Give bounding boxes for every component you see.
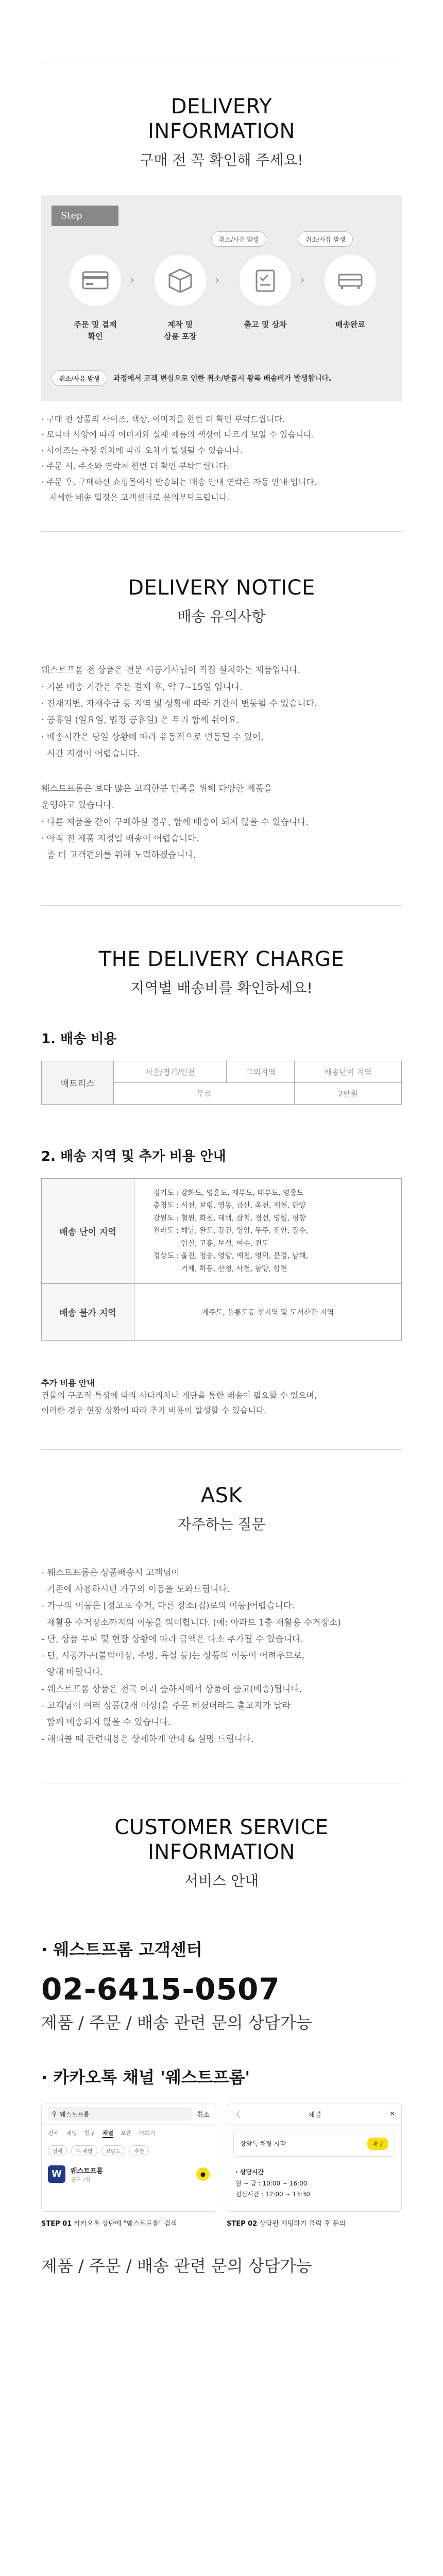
note-line: · 사이즈는 측정 위치에 따라 오차가 발생될 수 있습니다. <box>41 445 243 455</box>
fee-section <box>0 1028 443 1105</box>
kakao-search-text: 웨스트프롬 <box>59 2110 90 2118</box>
kakao-tab[interactable]: 오픈 <box>121 2129 132 2137</box>
kakao-hours <box>227 2163 401 2205</box>
region-list: 울진, 청송, 영양, 예천, 영덕, 문경, 남해, <box>181 1252 309 1261</box>
kakao-channel-title: 채널 <box>308 2111 321 2119</box>
kakao-tab[interactable]: 더보기 <box>139 2129 156 2137</box>
cancel-note-text: 과정에서 고객 변심으로 인한 취소/반품시 왕복 배송비가 발생합니다. <box>113 375 332 383</box>
notice-line: · 기본 배송 기간은 주문 결제 후, 약 7~15일 입니다. <box>41 682 243 692</box>
kakao-chip[interactable]: 추천 <box>129 2145 148 2156</box>
fee-value-free: 무료 <box>114 1082 295 1104</box>
extra-cost-title: 추가 비용 안내 <box>41 1378 95 1388</box>
hours-line: 점심시간 : 12:00 ~ 13:30 <box>235 2191 310 2198</box>
notice-line: 좀 더 고객편의를 위해 노력하겠습니다. <box>41 850 196 861</box>
area-line <box>148 1238 401 1250</box>
cs-kakao <box>0 2064 443 2088</box>
region-label: 경기도 : <box>153 1189 179 1197</box>
close-icon[interactable]: ✕ <box>389 2110 395 2118</box>
notice-line: 운영하고 있습니다. <box>41 800 115 811</box>
kakao-channel-name: 웨스트프롬 <box>71 2167 103 2175</box>
kakao-cancel-button[interactable]: 취소 <box>196 2111 210 2119</box>
back-icon[interactable]: 〈 <box>233 2111 241 2119</box>
cancel-pill-3: 취소/사유 발생 <box>52 370 107 386</box>
fee-heading: 1. 배송 비용 <box>41 1031 117 1047</box>
faq-line: - 해피콜 때 관련내용은 상세하게 안내 & 설명 드립니다. <box>41 1734 254 1744</box>
area-heading: 2. 배송 지역 및 추가 비용 안내 <box>41 1148 226 1164</box>
delivery-info-title-1: DELIVERY <box>171 95 272 118</box>
notice-line: 웨스트프롬 전 상품은 전문 시공기사님이 직접 설치하는 제품입니다. <box>41 665 301 676</box>
kakao-channel-row[interactable] <box>42 2159 216 2189</box>
kakao-search-shot <box>41 2104 216 2212</box>
extra-cost-line: 건물의 구조적 특성에 따라 사다리차나 계단을 통한 배송이 필요할 수 있으며, <box>41 1391 317 1401</box>
fee-row-head: 매트리스 <box>42 1061 114 1104</box>
arrow-right-icon: › <box>215 273 220 287</box>
chat-start-button[interactable]: 채팅 <box>367 2138 388 2150</box>
cs-center-heading: · 웨스트프롬 고객센터 <box>41 1939 202 1959</box>
step1-caption <box>41 2218 177 2228</box>
kakao-tab[interactable]: 전체 <box>48 2129 59 2137</box>
area-line <box>148 1263 401 1276</box>
delivery-charge-subtitle: 지역별 배송비를 확인하세요! <box>130 979 313 996</box>
faq-line: 함께 배송되지 않을 수 있습니다. <box>41 1717 171 1728</box>
cs-center <box>0 1937 443 2033</box>
fee-col-head: 서울/경기/인천 <box>114 1061 227 1082</box>
step-label: Step <box>52 206 118 226</box>
kakao-chips <box>42 2142 216 2159</box>
delivery-charge-title-block <box>0 947 443 997</box>
region-label: 전라도 : <box>153 1227 179 1235</box>
card-icon <box>70 255 121 306</box>
cs-title-1: CUSTOMER SERVICE <box>114 1815 329 1839</box>
notice-line: · 공휴일 (일요일, 법정 공휴일) 은 무리 함께 쉬어요. <box>41 715 240 726</box>
faq-line: - 웨스트프롬은 상품배송시 고객님이 <box>41 1567 180 1578</box>
cancel-note <box>52 370 331 386</box>
hard-area-list <box>134 1178 402 1284</box>
note-line: · 주문 후, 구매하신 쇼핑몰에서 발송되는 배송 안내 연락은 자동 안내 입니다. <box>41 477 317 487</box>
step-1-line-1: 주문 및 결제 <box>74 320 117 329</box>
faq-line: - 가구의 이동은 [정고로 수거, 다른 장소(집)로의 이동]어렵습니다. <box>41 1601 295 1612</box>
delivery-charge-title: THE DELIVERY CHARGE <box>98 947 345 971</box>
delivery-info-title-2: INFORMATION <box>148 120 295 143</box>
westfrom-logo-icon: W <box>48 2165 65 2183</box>
cs-subtitle: 서비스 안내 <box>184 1872 259 1889</box>
kakao-chat-icon[interactable]: ● <box>196 2167 210 2181</box>
area-section <box>0 1146 443 1341</box>
kakao-tab[interactable]: 친구 <box>84 2129 95 2137</box>
step-2-line-1: 제작 및 <box>167 320 193 329</box>
arrow-right-icon: › <box>300 273 305 287</box>
faq-line: 양해 바랍니다. <box>41 1667 104 1678</box>
delivery-notice-para-2 <box>0 781 443 863</box>
step-name-4 <box>314 319 386 331</box>
notice-line: · 다른 제품을 같이 구매하실 경우, 함께 배송이 되지 않을 수 있습니다. <box>41 817 309 827</box>
ask-title-block <box>0 1483 443 1534</box>
extra-cost-section <box>0 1377 443 1418</box>
area-line <box>148 1187 401 1200</box>
faq-line: - 단, 상품 부피 및 현장 상황에 따라 금액은 다소 추가될 수 있습니다. <box>41 1634 303 1645</box>
ask-list <box>0 1565 443 1748</box>
region-list: 거제, 하동, 산청, 사천, 함양, 합천 <box>181 1264 287 1273</box>
kakao-chip[interactable]: 브랜드 <box>101 2145 126 2156</box>
step2-text: 상담원 채팅하기 클릭 후 문의 <box>259 2219 346 2228</box>
cs-kakao-desc: 제품 / 주문 / 배송 관련 문의 상담가능 <box>41 2256 312 2276</box>
delivery-notice-title-block <box>0 575 443 626</box>
ask-title: ASK <box>200 1483 243 1507</box>
faq-line: - 웨스트프롬 상품은 전국 어려 출하지에서 상품이 출고(배송)됩니다. <box>41 1684 302 1694</box>
faq-line: - 고객님이 여러 상품(2개 이상)을 주문 하셨더라도 출고지가 달라 <box>41 1701 291 1711</box>
notice-line: · 전재지변, 자재수급 등 지역 및 상황에 따라 기간이 변동될 수 있습니다. <box>41 698 317 709</box>
step2-label: STEP 02 <box>227 2219 258 2228</box>
faq-line: 기존에 사용하시던 가구의 이동을 도와드립니다. <box>41 1584 230 1595</box>
kakao-tabs <box>42 2125 216 2142</box>
note-line: · 구매 전 상품의 사이즈, 색상, 이미지를 한번 더 확인 부탁드립니다. <box>41 414 285 424</box>
area-table <box>41 1178 402 1341</box>
delivery-info-subtitle: 구매 전 꼭 확인해 주세요! <box>140 151 303 168</box>
kakao-chat-card <box>233 2131 395 2157</box>
kakao-tab[interactable]: 채팅 <box>66 2129 77 2137</box>
step-1-line-2: 확인 <box>88 331 103 341</box>
arrow-right-icon: › <box>130 273 135 287</box>
ask-subtitle: 자주하는 질문 <box>177 1515 266 1533</box>
note-line: · 주문 시, 주소와 연락처 한번 더 확인 부탁드립니다. <box>41 461 230 471</box>
fee-table <box>41 1061 402 1105</box>
search-icon: ⚲ <box>52 2110 57 2118</box>
faq-line: 재활용 수거장소까지의 이동을 의미합니다. (예: 아파트 1층 재활용 수거장소) <box>41 1617 341 1628</box>
faq-line: - 단, 시공가구(붙박이장, 주방, 욕실 등)는 상품의 이동이 어려우므로, <box>41 1651 305 1662</box>
area-line <box>148 1250 401 1263</box>
no-area-text: 제주도, 울릉도등 섬지역 및 도서산간 지역 <box>134 1284 402 1341</box>
box-icon <box>155 255 206 306</box>
extra-cost-line: 이러한 경우 현장 상황에 따라 추가 비용이 발생할 수 있습니다. <box>41 1405 267 1415</box>
fee-value-hard-area: 2만원 <box>295 1082 402 1104</box>
notice-line: 시간 지정이 어렵습니다. <box>41 748 140 759</box>
delivery-info-title-block <box>0 94 443 170</box>
area-line <box>148 1225 401 1238</box>
hours-line: 월 ~ 금 : 10:00 ~ 16:00 <box>235 2179 308 2187</box>
step-name-3 <box>229 319 301 331</box>
delivery-notice-title: DELIVERY NOTICE <box>128 576 315 600</box>
cs-phone[interactable]: 02-6415-0507 <box>41 1971 280 2007</box>
region-list: 임실, 고흥, 보성, 여수, 진도 <box>181 1239 269 1248</box>
region-label: 경상도 : <box>153 1252 179 1261</box>
kakao-search-input[interactable] <box>48 2107 192 2121</box>
checklist-icon <box>240 255 291 306</box>
note-line: 자세한 배송 일정은 고객센터로 문의부탁드립니다. <box>41 492 230 502</box>
fee-col-head: 그외지역 <box>227 1061 295 1082</box>
step1-text: 카카오톡 상단에 "웨스트프롬" 검색 <box>74 2219 177 2228</box>
hours-title: · 상담시간 <box>235 2168 264 2176</box>
cs-title-2: INFORMATION <box>148 1840 295 1864</box>
no-area-head: 배송 불가 지역 <box>42 1284 134 1341</box>
cancel-pill-1: 취소/사유 발생 <box>211 231 266 247</box>
kakao-tab-active[interactable]: 채널 <box>103 2129 113 2138</box>
kakao-chip[interactable]: 전체 <box>48 2145 67 2156</box>
region-list: 서천, 보령, 영동, 금산, 옥천, 제천, 단양 <box>181 1201 306 1210</box>
cancel-pill-2: 취소/사유 발생 <box>298 231 353 247</box>
notice-line: · 아직 전 제품 지정일 배송이 어렵습니다. <box>41 834 199 844</box>
step2-caption <box>227 2218 346 2228</box>
fee-col-head: 배송난이 지역 <box>295 1061 402 1082</box>
step-3-line-1: 출고 및 상차 <box>244 320 287 329</box>
step-2-line-2: 상품 포장 <box>164 331 197 341</box>
delivery-notice-para-1 <box>0 662 443 762</box>
region-list: 철원, 화천, 태백, 삼척, 정선, 영월, 평창 <box>181 1214 306 1223</box>
region-label: 강원도 : <box>153 1214 179 1223</box>
region-list: 해남, 완도, 강진, 영암, 무주, 진안, 장수, <box>181 1227 309 1235</box>
hard-area-head: 배송 난이 지역 <box>42 1178 134 1284</box>
cs-kakao-heading: · 카카오톡 채널 '웨스트프롬' <box>41 2067 250 2087</box>
chat-card-title: 상담톡 채팅 시작 <box>240 2140 286 2148</box>
delivery-info-notes <box>0 412 443 505</box>
cs-kakao-desc-block <box>0 2253 443 2277</box>
region-list: 강화도, 영흥도, 제부도, 대부도, 영종도 <box>181 1189 304 1197</box>
step1-label: STEP 01 <box>41 2219 72 2228</box>
delivery-step-box <box>41 195 402 401</box>
area-line <box>148 1199 401 1212</box>
area-line <box>148 1212 401 1225</box>
delivery-icon <box>325 255 376 306</box>
kakao-channel-shot <box>227 2104 402 2212</box>
step-name-2 <box>144 319 216 342</box>
region-label: 충청도 : <box>153 1201 179 1210</box>
cs-center-desc: 제품 / 주문 / 배송 관련 문의 상담가능 <box>41 2012 312 2032</box>
step-name-1 <box>59 319 131 342</box>
cs-title-block <box>0 1815 443 1890</box>
notice-line: · 배송시간은 당일 상황에 따라 유동적으로 변동될 수 있어, <box>41 732 264 742</box>
note-line: · 모니터 사양에 따라 이미지와 실제 제품의 색상이 다르게 보일 수 있습니다. <box>41 430 314 440</box>
kakao-chip[interactable]: 내 채널 <box>71 2145 97 2156</box>
step-4-line-1: 배송완료 <box>335 320 365 329</box>
kakao-guide <box>41 2104 402 2253</box>
delivery-notice-subtitle: 배송 유의사항 <box>177 608 266 625</box>
kakao-channel-sub: 친구 7명 <box>71 2177 91 2183</box>
notice-line: 웨스트프롬은 보다 많은 고객한분 만족을 위해 다양한 제품을 <box>41 784 272 794</box>
